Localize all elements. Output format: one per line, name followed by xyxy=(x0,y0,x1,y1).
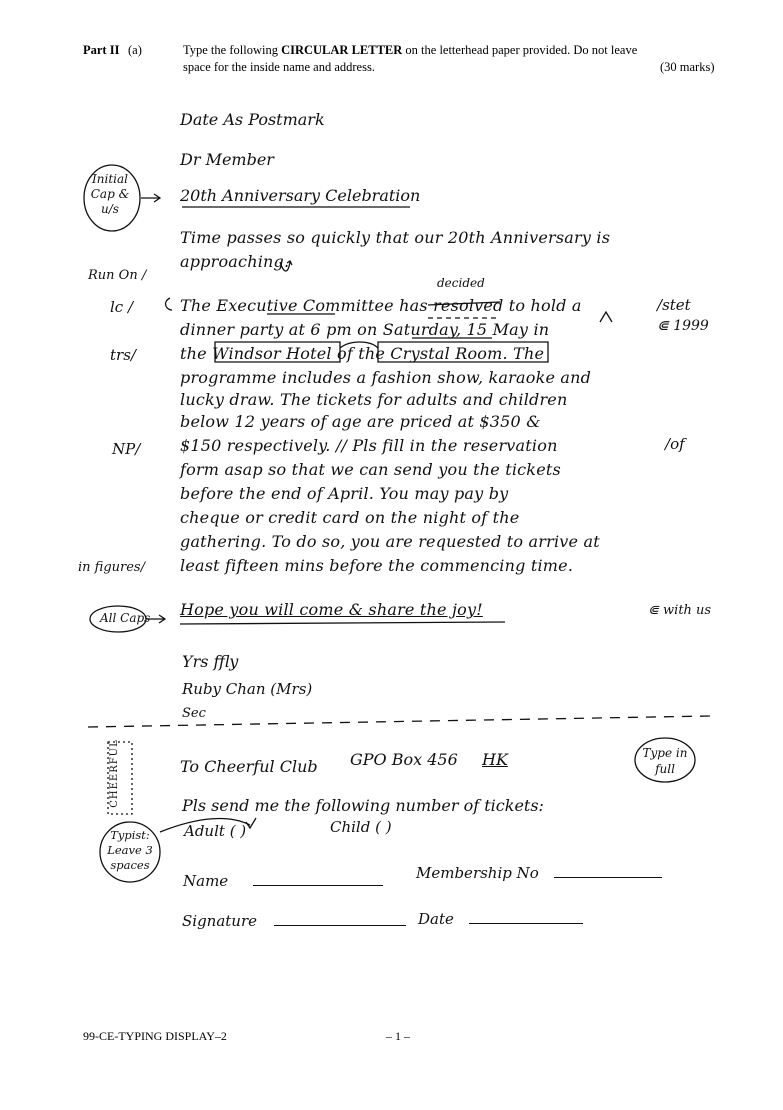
transpose-box-1 xyxy=(215,342,340,362)
adult-tick xyxy=(246,818,256,828)
mark-year-text: 1999 xyxy=(673,318,709,334)
form-address: GPO Box 456 xyxy=(350,750,458,769)
closing-line: Hope you will come & share the joy! xyxy=(180,600,483,619)
mark-trs: trs/ xyxy=(110,346,136,364)
resolved-strike xyxy=(428,302,500,305)
closing-underline xyxy=(180,622,505,624)
body-line: dinner party at 6 pm on Saturday, 15 May in xyxy=(180,320,550,339)
body-line: before the end of April. You may pay by xyxy=(180,484,509,503)
run-on-bracket xyxy=(166,298,172,310)
signer-name: Ruby Chan (Mrs) xyxy=(182,680,313,698)
footer-code: 99-CE-TYPING DISPLAY–2 xyxy=(83,1029,227,1043)
mark-typist: Typist: Leave 3 spaces xyxy=(107,828,153,872)
mark-of: /of xyxy=(665,435,685,453)
cheerful-box xyxy=(108,742,132,814)
mark-stet-text: stet xyxy=(662,296,691,314)
body-line: lucky draw. The tickets for adults and children xyxy=(180,390,568,409)
instruction-line-2: space for the inside name and address. xyxy=(183,60,375,74)
signoff: Yrs ffly xyxy=(182,652,239,671)
mark-run-on: Run On / xyxy=(88,268,147,283)
body-line: the Windsor Hotel of the Crystal Room. The xyxy=(180,344,545,363)
transpose-link xyxy=(340,342,378,348)
body-line: programme includes a fashion show, karaoke and xyxy=(180,368,592,387)
instruction-bold: CIRCULAR LETTER xyxy=(281,43,403,57)
form-child: Child ( ) xyxy=(330,818,392,836)
transpose-box-2 xyxy=(378,342,548,362)
year-caret xyxy=(600,312,612,322)
body-line: gathering. To do so, you are requested to arrive at xyxy=(180,532,600,551)
footer-page: – 1 – xyxy=(386,1029,410,1043)
mark-type-in-full: Type in full xyxy=(642,746,688,776)
mark-stet: /stet xyxy=(657,296,691,314)
instruction-text-2: on the letterhead paper provided. Do not leave xyxy=(402,43,638,57)
closing-insert: ⋐ with us xyxy=(648,603,712,618)
body-line: least fifteen mins before the commencing time. xyxy=(180,556,574,575)
mark-lc: lc / xyxy=(110,298,134,316)
body-line: below 12 years of age are priced at $350 & xyxy=(180,412,541,431)
mark-all-caps: All Caps xyxy=(100,611,151,625)
initial-caps-arrow xyxy=(141,194,160,202)
all-caps-oval xyxy=(90,606,146,632)
initial-caps-oval xyxy=(84,165,140,231)
body-line: approaching. xyxy=(180,252,290,271)
body-line: Time passes so quickly that our 20th Anniversary is xyxy=(180,228,611,247)
mark-cheerful: CHEERFUL xyxy=(108,739,120,808)
part-sub-label: (a) xyxy=(128,43,142,57)
mark-np: NP/ xyxy=(112,440,141,458)
membership-label-text: Membership No xyxy=(416,864,539,882)
letter-salutation: Dr Member xyxy=(180,150,274,169)
instruction-text: Type the following xyxy=(183,43,282,57)
all-caps-arrow xyxy=(146,615,165,623)
name-label-text: Name xyxy=(183,872,229,890)
body-line: $150 respectively. // Pls fill in the reservation xyxy=(180,436,558,455)
form-request: Pls send me the following number of tickets: xyxy=(182,796,544,815)
mark-year: ⋐ 1999 xyxy=(657,318,709,334)
mark-initial-caps-text: Initial Cap & u/s xyxy=(90,172,130,216)
date-label-text: Date xyxy=(418,910,454,928)
marks-label: (30 marks) xyxy=(660,60,715,74)
body-line: form asap so that we can send you the tickets xyxy=(180,460,561,479)
form-to-line: To Cheerful Club xyxy=(180,757,318,776)
part-number: Part II xyxy=(83,43,120,57)
signer-title: Sec xyxy=(182,706,206,721)
insert-decided: decided xyxy=(437,276,485,290)
form-adult: Adult ( ) xyxy=(184,822,247,840)
tear-line xyxy=(88,716,710,727)
letter-date: Date As Postmark xyxy=(180,110,325,129)
typist-connector xyxy=(160,819,250,832)
closing-insert-text: with us xyxy=(663,603,712,618)
run-on-arrow xyxy=(280,261,292,271)
form-hk: HK xyxy=(482,750,508,769)
mark-of-text: of xyxy=(670,435,685,453)
letter-subject: 20th Anniversary Celebration xyxy=(180,186,421,205)
body-line: cheque or credit card on the night of the xyxy=(180,508,520,527)
signature-label-text: Signature xyxy=(182,912,258,930)
type-in-full-oval xyxy=(635,738,695,782)
typist-oval xyxy=(100,822,160,882)
body-line: The Executive Committee has resolved to hold a xyxy=(180,296,582,315)
mark-in-figures: in figures/ xyxy=(78,560,145,575)
